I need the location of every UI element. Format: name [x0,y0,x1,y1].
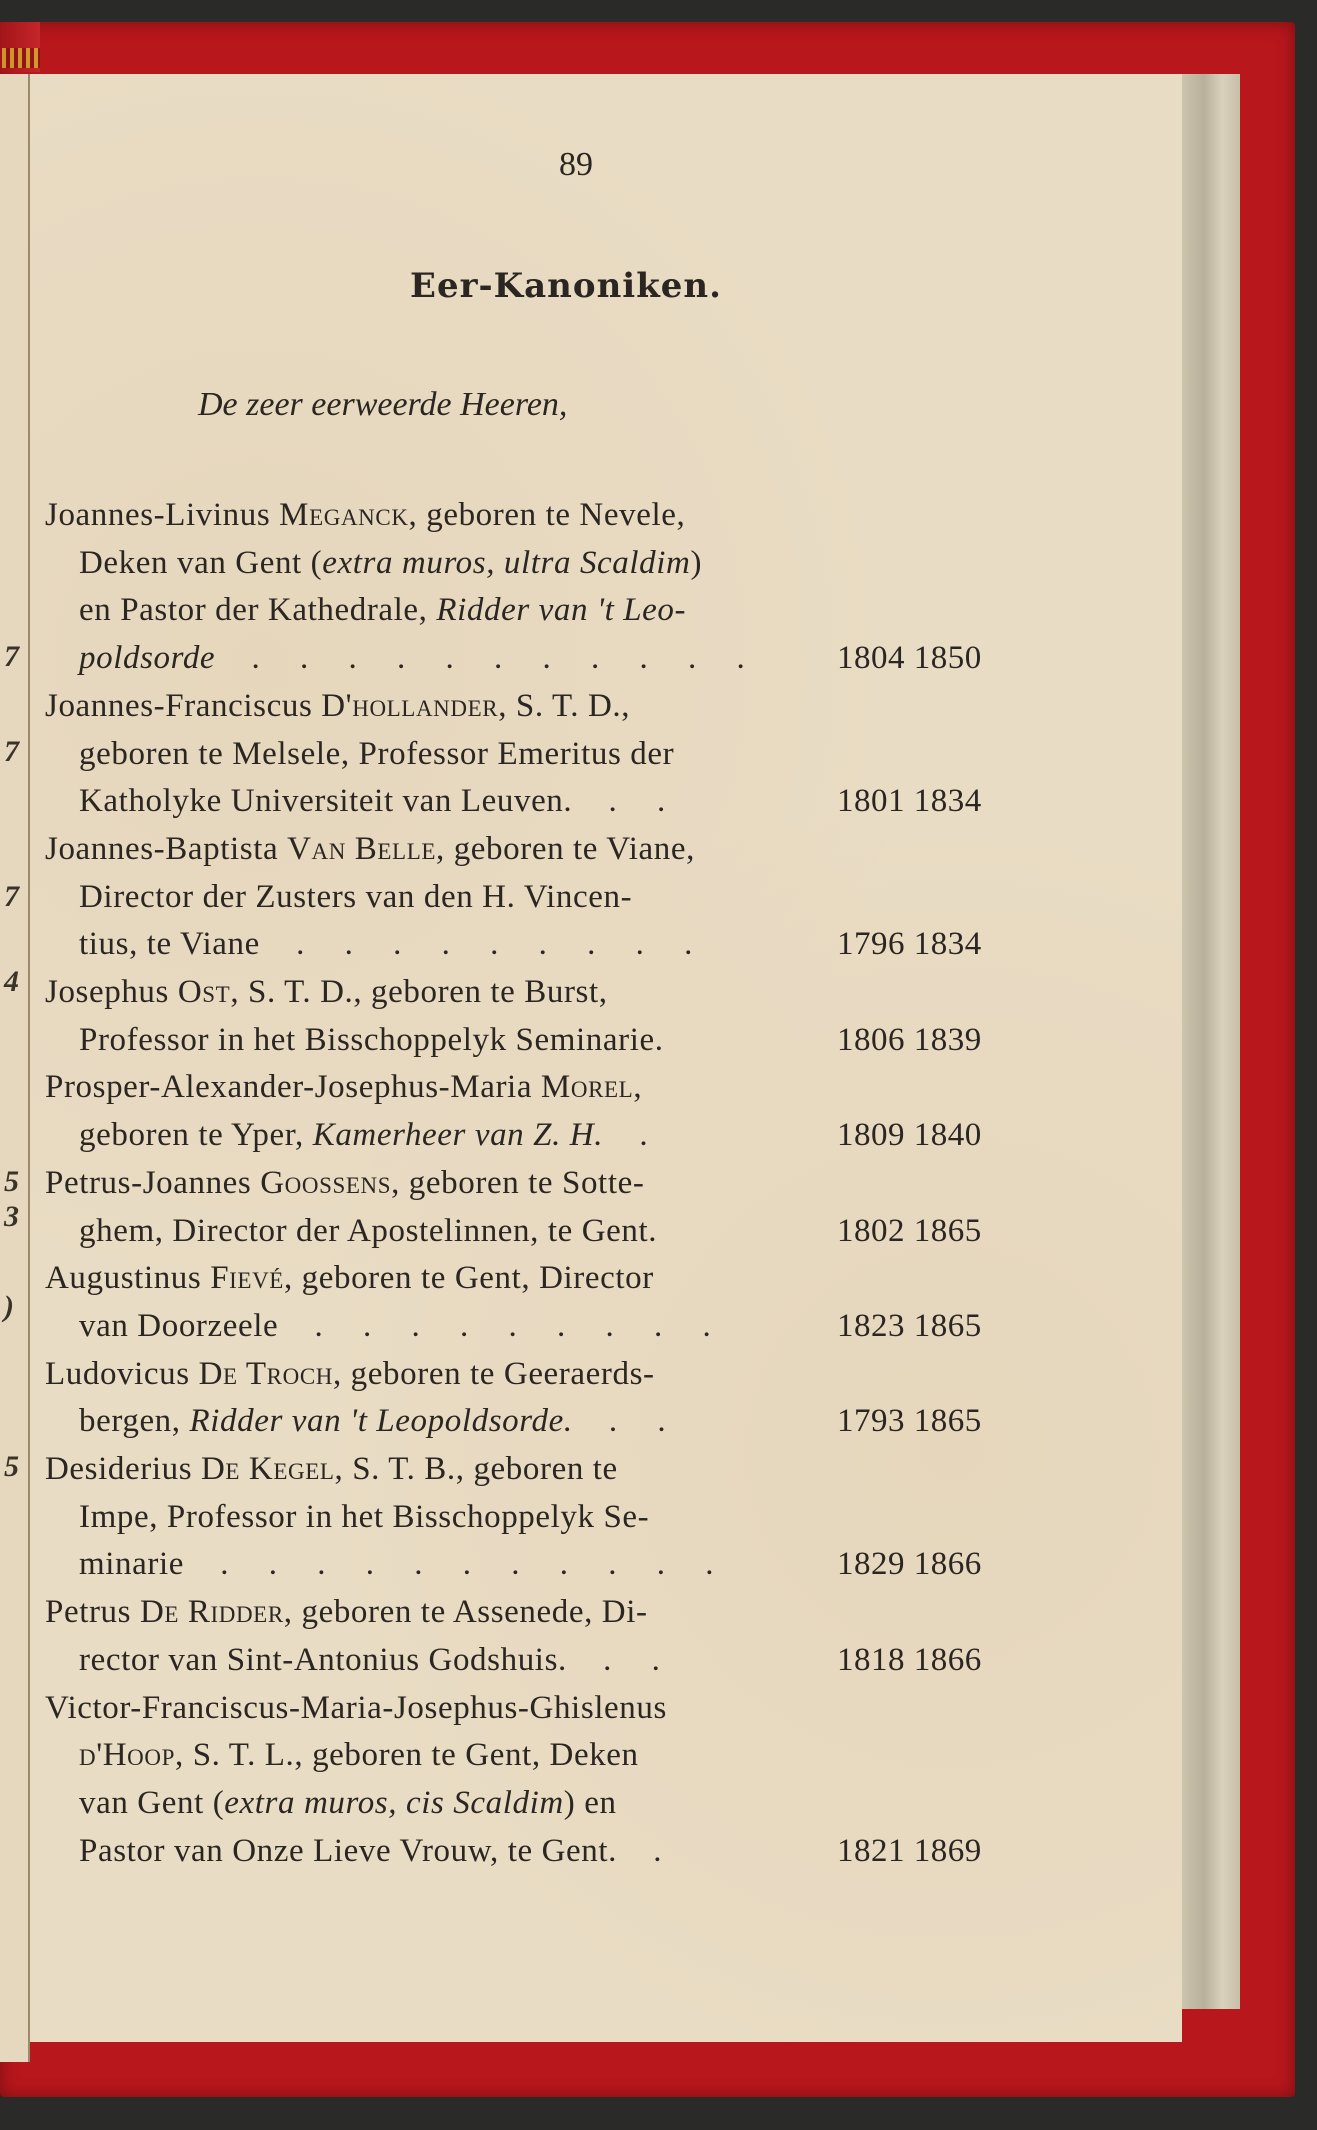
entry-detail-line [45,1303,1045,1351]
left-page-edge [0,74,30,2062]
entry-detail-line [45,1494,1045,1542]
facing-page-fragment: 3 [4,1200,19,1233]
entry-text: , geboren te Gent, Director [283,1260,654,1297]
entry-text: van Gent ( [79,1784,225,1821]
entry-name-line [45,1685,1045,1733]
dot-leader: . . [578,1641,676,1678]
entry-text: Ridder van 't Leo- [436,592,687,629]
entry-text: Joannes-Baptista [45,830,288,867]
birth-year: 1793 [837,1403,905,1440]
surname: hollander [352,687,499,724]
entry-text: Impe, Professor in het Bisschoppelyk Se- [79,1498,650,1535]
entry-text: ghem, Director der Apostelinnen, te Gent. [79,1212,658,1249]
entry-text: extra muros, cis Scaldim [224,1784,564,1821]
entry-detail-line [45,587,1045,635]
entry-text: en Pastor der Kathedrale, [79,592,437,629]
book-page [30,74,1182,2042]
dot-leader: . . . . . . . . . . . [196,1546,730,1583]
birth-year: 1818 [837,1641,905,1678]
entry-text: , S. T. D., geboren te Burst, [230,974,608,1011]
surname: De Troch [198,1355,333,1392]
birth-year: 1823 [837,1307,905,1344]
entry-years [837,921,982,969]
entry-text: Joannes-Franciscus D' [45,687,353,724]
entry-name-line [45,1064,1045,1112]
dot-leader: . . . . . . . . . [290,1307,727,1344]
canon-entry [45,683,1045,826]
canon-entry [45,826,1045,969]
canon-entry [45,1685,1045,1876]
entry-text: , S. T. L., geboren te Gent, Deken [175,1737,639,1774]
entry-text: Professor in het Bisschoppelyk Seminarie. [79,1021,664,1058]
appointment-year: 1866 [913,1641,982,1678]
entry-years [837,1828,982,1876]
entry-detail-line [45,1398,1045,1446]
entry-detail-line [45,1541,1045,1589]
entry-text: Victor-Franciscus-Maria-Josephus-Ghislenus [45,1689,667,1726]
entry-name-line [45,826,1045,874]
canon-entry [45,1446,1045,1589]
entry-text: ) en [563,1784,617,1821]
canon-entry [45,969,1045,1064]
entry-years [837,778,982,826]
facing-page-fragment: 5 [4,1450,19,1483]
facing-page-fragment: 5 [4,1165,19,1198]
dot-leader: . [629,1832,678,1869]
entry-detail-line [45,874,1045,922]
entry-text: , geboren te Sotte- [391,1164,645,1201]
birth-year: 1801 [837,783,905,820]
entry-name-line [45,1255,1045,1303]
entry-text: poldsorde [79,640,216,677]
entry-text: Deken van Gent ( [79,544,323,581]
entry-text: , S. T. D., [498,687,631,724]
entry-detail-line [45,1017,1045,1065]
entry-detail-line [45,1780,1045,1828]
entry-name-line [45,492,1045,540]
surname: De Ridder [139,1594,284,1631]
surname: Meganck [279,497,409,533]
entry-detail-line [45,1637,1045,1685]
entry-text: Josephus [45,974,178,1011]
birth-year: 1809 [837,1117,905,1154]
birth-year: 1821 [837,1832,905,1869]
facing-page-fragment: 7 [4,640,19,673]
section-title: Eer-Kanoniken. [410,266,722,306]
surname: Morel [540,1069,634,1106]
canon-list [45,492,1045,1875]
salutation: De zeer eerweerde Heeren, [198,386,568,423]
entry-name-line [45,1589,1045,1637]
birth-year: 1796 [837,926,905,963]
entry-detail-line [45,1828,1045,1876]
entry-text: , [633,1069,643,1106]
entry-text: Director der Zusters van den H. Vincen- [79,878,633,915]
entry-text: Joannes-Livinus [45,497,280,533]
entry-years [837,1208,982,1256]
entry-text: , geboren te Geeraerds- [332,1355,655,1392]
entry-text: Petrus-Joannes [45,1164,261,1201]
entry-detail-line [45,921,1045,969]
entry-text: Desiderius [45,1451,201,1488]
dot-leader: . . . . . . . . . [271,926,709,963]
entry-years [837,1017,982,1065]
entry-years [837,1112,982,1160]
entry-years [837,1303,982,1351]
birth-year: 1804 [837,640,905,677]
entry-text: rector van Sint-Antonius Godshuis. [79,1641,567,1678]
appointment-year: 1834 [913,783,982,820]
entry-detail-line [45,731,1045,779]
entry-text: minarie [79,1546,184,1583]
dot-leader: . . [584,1403,682,1440]
entry-detail-line [45,1732,1045,1780]
entry-years [837,1541,982,1589]
page-number: 89 [559,146,593,183]
facing-page-fragment: 4 [4,965,19,998]
entry-name-line [45,683,1045,731]
canon-entry [45,1589,1045,1684]
birth-year: 1829 [837,1546,905,1583]
entry-years [837,635,982,683]
surname: d'Hoop [79,1737,175,1774]
entry-name-line [45,1351,1045,1399]
entry-detail-line [45,635,1045,683]
page-block-edges [1180,74,1240,2009]
entry-years [837,1637,982,1685]
entry-detail-line [45,1112,1045,1160]
appointment-year: 1865 [913,1212,982,1249]
spine-gilt-ornament [2,48,40,68]
entry-text: bergen, [79,1403,190,1440]
entry-years [837,1398,982,1446]
surname: Van Belle [287,830,436,867]
entry-text: extra muros, ultra Scaldim [322,544,691,581]
appointment-year: 1865 [913,1307,982,1344]
birth-year: 1806 [837,1021,905,1058]
canon-entry [45,1160,1045,1255]
entry-detail-line [45,778,1045,826]
entry-text: , geboren te Assenede, Di- [283,1594,648,1631]
entry-text: geboren te Yper, [79,1117,313,1154]
dot-leader: . [615,1117,664,1154]
surname: Goossens [260,1164,392,1201]
entry-text: Augustinus [45,1260,211,1297]
appointment-year: 1865 [913,1403,982,1440]
entry-text: Katholyke Universiteit van Leuven. [79,783,573,820]
appointment-year: 1850 [913,640,982,677]
appointment-year: 1866 [913,1546,982,1583]
dot-leader: . . . . . . . . . . . [227,640,761,677]
entry-name-line [45,969,1045,1017]
entry-text: Ridder van 't Leopoldsorde. [189,1403,573,1440]
entry-text: Ludovicus [45,1355,199,1392]
facing-page-fragment: 7 [4,880,19,913]
surname: De Kegel [201,1451,335,1488]
entry-text: Petrus [45,1594,140,1631]
facing-page-fragment: ) [4,1290,14,1323]
entry-text: Prosper-Alexander-Josephus-Maria [45,1069,541,1106]
entry-text: Pastor van Onze Lieve Vrouw, te Gent. [79,1832,617,1869]
entry-text: geboren te Melsele, Professor Emeritus der [79,735,675,772]
entry-name-line [45,1446,1045,1494]
entry-text: , geboren te Viane, [436,830,695,867]
canon-entry [45,1351,1045,1446]
dot-leader: . . [584,783,682,820]
entry-detail-line [45,1208,1045,1256]
surname: Fievé [210,1260,284,1297]
canon-entry [45,492,1045,683]
appointment-year: 1834 [913,926,982,963]
appointment-year: 1869 [913,1832,982,1869]
canon-entry [45,1255,1045,1350]
entry-name-line [45,1160,1045,1208]
facing-page-fragment: 7 [4,735,19,768]
entry-detail-line [45,540,1045,588]
entry-text: , S. T. B., geboren te [334,1451,618,1488]
birth-year: 1802 [837,1212,905,1249]
entry-text: , geboren te Nevele, [408,497,686,533]
entry-text: van Doorzeele [79,1307,279,1344]
surname: Ost [177,974,231,1011]
appointment-year: 1840 [913,1117,982,1154]
entry-text: ) [690,544,703,581]
entry-text: tius, te Viane [79,926,260,963]
appointment-year: 1839 [913,1021,982,1058]
canon-entry [45,1064,1045,1159]
entry-text: Kamerheer van Z. H. [312,1117,604,1154]
